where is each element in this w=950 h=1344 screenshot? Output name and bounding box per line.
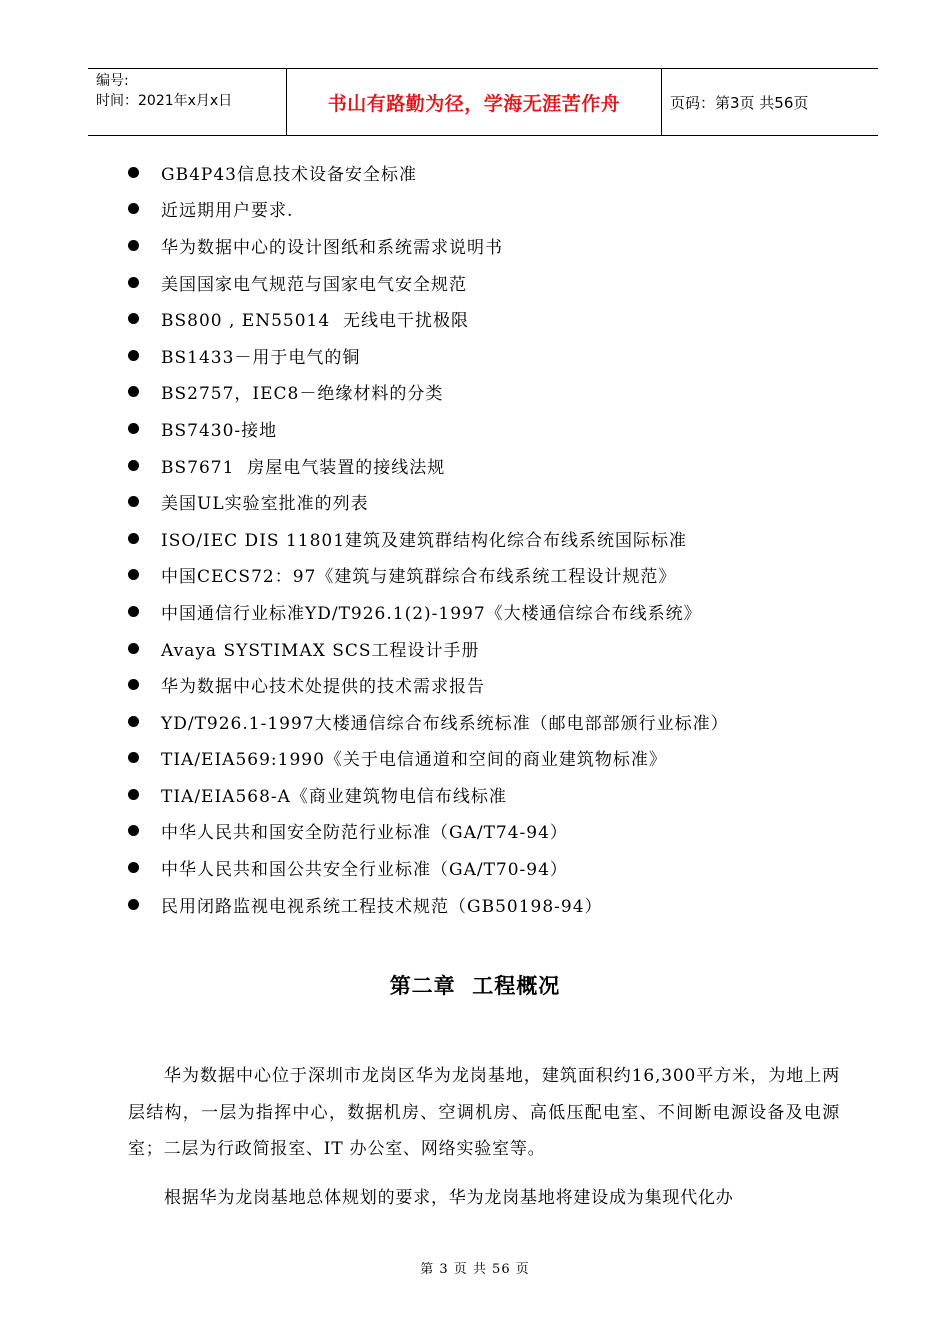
page-footer: 第 3 页 共 56 页 xyxy=(420,1262,530,1277)
list-item-text: 中华人民共和国公共安全行业标准（GA/T70-94） xyxy=(161,860,568,881)
list-item-text: YD/T926.1-1997大楼通信综合布线系统标准（邮电部部颁行业标准） xyxy=(161,713,729,734)
list-item-text: GB4P43信息技术设备安全标准 xyxy=(161,164,417,185)
list-item xyxy=(128,227,729,264)
list-item-text: 中华人民共和国安全防范行业标准（GA/T74-94） xyxy=(161,823,568,844)
list-item xyxy=(128,557,729,594)
list-item xyxy=(128,300,729,337)
bullet-icon xyxy=(128,606,139,617)
list-item-text: BS1433－用于电气的铜 xyxy=(161,347,361,368)
list-item-text: BS7671 房屋电气装置的接线法规 xyxy=(161,457,446,478)
list-item-text: TIA/EIA568-A《商业建筑物电信布线标准 xyxy=(161,786,507,807)
list-item xyxy=(128,886,729,923)
list-item-text: BS7430-接地 xyxy=(161,420,278,441)
list-item-text: ISO/IEC DIS 11801建筑及建筑群结构化综合布线系统国际标准 xyxy=(161,530,688,551)
bullet-icon xyxy=(128,423,139,434)
list-item-text: 华为数据中心技术处提供的技术需求报告 xyxy=(161,677,485,698)
body-paragraph: 华为数据中心位于深圳市龙岗区华为龙岗基地，建筑面积约16,300平方米，为地上两层结构，一层为指挥中心，数据机房、空调机房、高低压配电室、不间断电源设备及电源室；二层为行政简报室、IT 办公室、网络实验室等。 xyxy=(128,1066,840,1159)
list-item-text: 中国CECS72：97《建筑与建筑群综合布线系统工程设计规范》 xyxy=(161,567,677,588)
bullet-icon xyxy=(128,899,139,910)
bullet-icon xyxy=(128,533,139,544)
list-item xyxy=(128,154,729,191)
list-item-text: 美国UL实验室批准的列表 xyxy=(161,494,369,515)
document-number-label: 编号: xyxy=(96,73,129,89)
list-item xyxy=(128,520,729,557)
chapter-title: 第二章 工程概况 xyxy=(389,974,561,998)
list-item-text: BS800 , EN55014 无线电干扰极限 xyxy=(161,311,469,332)
page-header xyxy=(88,68,878,136)
list-item-text: 华为数据中心的设计图纸和系统需求说明书 xyxy=(161,237,503,258)
list-item xyxy=(128,264,729,301)
list-item-text: Avaya SYSTIMAX SCS工程设计手册 xyxy=(161,640,480,661)
bullet-icon xyxy=(128,862,139,873)
header-page-info: 页码：第3页 共56页 xyxy=(670,93,809,112)
body-paragraph: 根据华为龙岗基地总体规划的要求，华为龙岗基地将建设成为集现代化办 xyxy=(164,1188,734,1208)
list-item-text: 中国通信行业标准YD/T926.1(2)-1997《大楼通信综合布线系统》 xyxy=(161,603,702,624)
list-item-text: BS2757，IEC8－绝缘材料的分类 xyxy=(161,384,444,405)
bullet-icon xyxy=(128,460,139,471)
bullet-icon xyxy=(128,496,139,507)
bullet-icon xyxy=(128,643,139,654)
bullet-icon xyxy=(128,789,139,800)
bullet-icon xyxy=(128,203,139,214)
list-item-text: 美国国家电气规范与国家电气安全规范 xyxy=(161,274,467,295)
header-meta xyxy=(88,69,287,135)
list-item xyxy=(128,703,729,740)
list-item xyxy=(128,447,729,484)
standards-list xyxy=(128,154,729,922)
list-item xyxy=(128,337,729,374)
bullet-icon xyxy=(128,350,139,361)
bullet-icon xyxy=(128,386,139,397)
list-item-text: 近远期用户要求. xyxy=(161,201,294,222)
list-item xyxy=(128,630,729,667)
list-item xyxy=(128,483,729,520)
list-item xyxy=(128,849,729,886)
list-item xyxy=(128,374,729,411)
bullet-icon xyxy=(128,313,139,324)
header-motto: 书山有路勤为径，学海无涯苦作舟 xyxy=(287,69,662,135)
list-item xyxy=(128,740,729,777)
bullet-icon xyxy=(128,277,139,288)
list-item xyxy=(128,813,729,850)
bullet-icon xyxy=(128,569,139,580)
document-time-label: 时间：2021年x月x日 xyxy=(96,93,233,109)
bullet-icon xyxy=(128,825,139,836)
list-item xyxy=(128,666,729,703)
list-item xyxy=(128,776,729,813)
list-item-text: TIA/EIA569:1990《关于电信通道和空间的商业建筑物标准》 xyxy=(161,750,667,771)
list-item xyxy=(128,410,729,447)
list-item xyxy=(128,593,729,630)
bullet-icon xyxy=(128,716,139,727)
list-item xyxy=(128,191,729,228)
bullet-icon xyxy=(128,167,139,178)
list-item-text: 民用闭路监视电视系统工程技术规范（GB50198-94） xyxy=(161,896,603,917)
bullet-icon xyxy=(128,752,139,763)
bullet-icon xyxy=(128,679,139,690)
bullet-icon xyxy=(128,240,139,251)
